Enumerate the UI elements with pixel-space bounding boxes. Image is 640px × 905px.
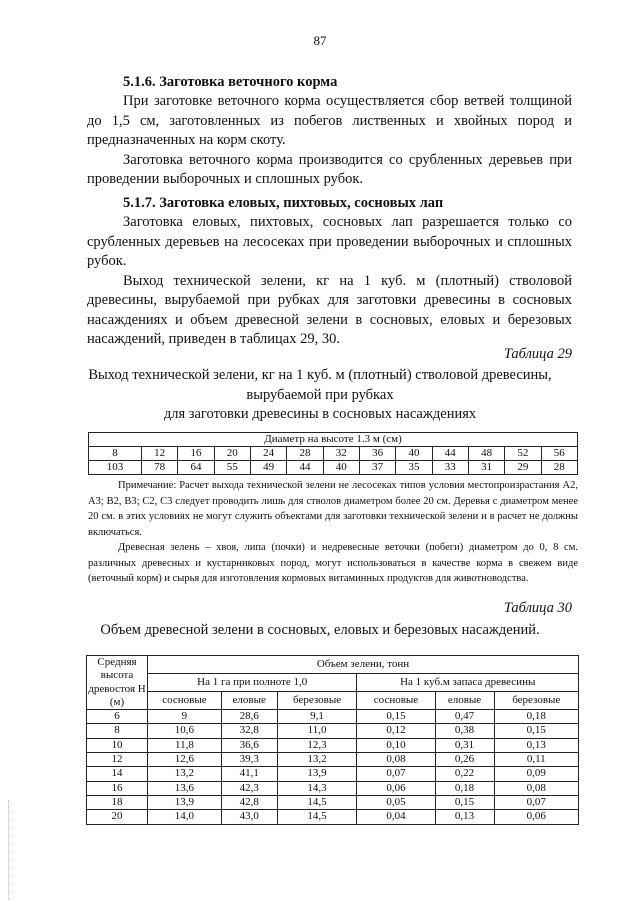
per-m3-header: На 1 куб.м запаса древесины: [357, 674, 579, 692]
volume-cell: 0,13: [494, 738, 578, 752]
volume-cell: 9,1: [277, 710, 357, 724]
volume-cell: 0,18: [435, 781, 494, 795]
table-row: [87, 767, 579, 781]
section-heading: 5.1.7. Заготовка еловых, пихтовых, сосновых лап: [123, 195, 444, 211]
species-header: сосновые: [357, 692, 435, 710]
volume-cell: 42,3: [221, 781, 277, 795]
caption-line: Выход технической зелени, кг на 1 куб. м (плотный) стволовой древесины,: [88, 367, 552, 383]
volume-cell: 32,8: [221, 724, 277, 738]
value-cell: 35: [396, 461, 432, 475]
diameter-cell: 16: [178, 447, 214, 461]
species-header-row: [87, 692, 579, 710]
volume-cell: 0,13: [435, 810, 494, 824]
height-cell: 20: [87, 810, 148, 824]
volume-cell: 41,1: [221, 767, 277, 781]
diameter-cell: 12: [141, 447, 177, 461]
volume-cell: 0,04: [357, 810, 435, 824]
caption-line: для заготовки древесины в сосновых насаждениях: [163, 406, 477, 422]
section-5-1-7: [87, 193, 572, 350]
volume-cell: 0,05: [357, 795, 435, 809]
page-number: 87: [313, 33, 327, 48]
value-cell: 33: [432, 461, 468, 475]
paragraph: Заготовка веточного корма производится со срубленных деревьев при проведении выборочных и сплошных рубок.: [87, 151, 572, 187]
table-row: [87, 781, 579, 795]
diameter-cell: 44: [432, 447, 468, 461]
value-cell: 44: [287, 461, 323, 475]
volume-cell: 0,18: [494, 710, 578, 724]
table-29: [88, 432, 578, 475]
height-header: Средняя высота древостоя Н (м): [88, 656, 146, 708]
volume-cell: 0,11: [494, 753, 578, 767]
volume-cell: 0,09: [494, 767, 578, 781]
height-cell: 18: [87, 795, 148, 809]
volume-cell: 0,26: [435, 753, 494, 767]
volume-header: Объем зелени, тонн: [148, 656, 579, 674]
species-header: березовые: [494, 692, 578, 710]
height-cell: 16: [87, 781, 148, 795]
volume-cell: 0,15: [494, 724, 578, 738]
diameter-cell: 36: [359, 447, 395, 461]
species-header: еловые: [221, 692, 277, 710]
table-header: Диаметр на высоте 1.3 м (см): [89, 433, 578, 447]
height-cell: 10: [87, 738, 148, 752]
table-30-caption: Объем древесной зелени в сосновых, еловых и березовых насаждений.: [100, 622, 540, 638]
volume-cell: 13,6: [148, 781, 222, 795]
diameter-cell: 8: [89, 447, 142, 461]
value-cell: 28: [541, 461, 577, 475]
species-header: березовые: [277, 692, 357, 710]
value-row: [89, 461, 578, 475]
volume-cell: 0,15: [435, 795, 494, 809]
species-header: еловые: [435, 692, 494, 710]
diameter-cell: 24: [250, 447, 286, 461]
value-cell: 64: [178, 461, 214, 475]
note-paragraph: Примечание: Расчет выхода технической зелени не лесосеках типов условия местопроизрастания А2, А3; В2, В3; С2, С3 следует проводить лишь для стволов диаметром более 20 см. Деревья с диаметром менее 20 см. в этих условиях не могут служить объектами для заготовки технической зелени и в расчет не должны включаться.: [88, 480, 578, 538]
value-cell: 37: [359, 461, 395, 475]
diameter-cell: 48: [468, 447, 504, 461]
table-row: [87, 795, 579, 809]
value-cell: 40: [323, 461, 359, 475]
volume-cell: 42,8: [221, 795, 277, 809]
volume-cell: 0,15: [357, 710, 435, 724]
height-cell: 6: [87, 710, 148, 724]
volume-cell: 0,07: [494, 795, 578, 809]
volume-cell: 0,08: [494, 781, 578, 795]
table-row: [87, 738, 579, 752]
volume-cell: 10,6: [148, 724, 222, 738]
volume-cell: 13,2: [148, 767, 222, 781]
volume-cell: 13,9: [148, 795, 222, 809]
volume-cell: 0,08: [357, 753, 435, 767]
table-row: [87, 710, 579, 724]
section-heading: 5.1.6. Заготовка веточного корма: [123, 74, 338, 90]
volume-cell: 39,3: [221, 753, 277, 767]
paragraph: Заготовка еловых, пихтовых, сосновых лап разрешается только со срубленных деревьев на лесосеках при проведении выборочных и сплошных рубок.: [87, 214, 572, 269]
volume-cell: 0,06: [357, 781, 435, 795]
value-cell: 31: [468, 461, 504, 475]
table-30: [86, 655, 579, 825]
caption-line: вырубаемой при рубках: [246, 386, 394, 403]
volume-cell: 36,6: [221, 738, 277, 752]
table-29-label: Таблица 29: [503, 346, 572, 362]
volume-cell: 0,06: [494, 810, 578, 824]
value-cell: 78: [141, 461, 177, 475]
value-cell: 55: [214, 461, 250, 475]
section-5-1-6: [87, 72, 572, 190]
volume-cell: 14,3: [277, 781, 357, 795]
volume-cell: 14,0: [148, 810, 222, 824]
diameter-cell: 32: [323, 447, 359, 461]
volume-cell: 0,31: [435, 738, 494, 752]
table-29-notes: [88, 478, 578, 587]
paragraph: Выход технической зелени, кг на 1 куб. м (плотный) стволовой древесины, вырубаемой при рубках для заготовки древесины в сосновых насаждениях и объем древесной зелени в сосновых, еловых и березовых насаждений, приведен в таблицах 29, 30.: [87, 272, 572, 347]
diameter-cell: 52: [505, 447, 541, 461]
paragraph: При заготовке веточного корма осуществляется сбор ветвей толщиной до 1,5 см, заготовленных из побегов лиственных и хвойных пород и предназначенных на корм скоту.: [87, 93, 572, 148]
volume-cell: 0,10: [357, 738, 435, 752]
volume-cell: 43,0: [221, 810, 277, 824]
table-29-caption: [60, 366, 580, 425]
diameter-cell: 56: [541, 447, 577, 461]
species-header: сосновые: [148, 692, 222, 710]
diameter-row: [89, 447, 578, 461]
table-row: [87, 753, 579, 767]
height-cell: 14: [87, 767, 148, 781]
volume-cell: 11,0: [277, 724, 357, 738]
volume-cell: 14,5: [277, 810, 357, 824]
volume-cell: 0,12: [357, 724, 435, 738]
diameter-cell: 20: [214, 447, 250, 461]
table-body: [87, 710, 579, 824]
volume-cell: 12,6: [148, 753, 222, 767]
note-paragraph: Древесная зелень – хвоя, липа (почки) и недревесные веточки (побеги) диаметром до 0, 8 см. различных древесных и кустарниковых пород, могут использоваться в качестве корма в свежем виде (веточный корм) и сырья для изготовления кормовых витаминных продуктов для животноводства.: [88, 542, 578, 584]
volume-cell: 14,5: [277, 795, 357, 809]
volume-cell: 0,07: [357, 767, 435, 781]
volume-cell: 0,38: [435, 724, 494, 738]
value-cell: 29: [505, 461, 541, 475]
table-row: [87, 810, 579, 824]
diameter-cell: 28: [287, 447, 323, 461]
table-30-label: Таблица 30: [503, 600, 572, 616]
volume-cell: 13,2: [277, 753, 357, 767]
volume-cell: 12,3: [277, 738, 357, 752]
margin-dots: [8, 800, 11, 900]
per-ha-header: На 1 га при полноте 1,0: [148, 674, 357, 692]
volume-cell: 11,8: [148, 738, 222, 752]
volume-cell: 0,22: [435, 767, 494, 781]
height-cell: 12: [87, 753, 148, 767]
diameter-cell: 40: [396, 447, 432, 461]
value-cell: 103: [89, 461, 142, 475]
volume-cell: 28,6: [221, 710, 277, 724]
volume-cell: 9: [148, 710, 222, 724]
height-cell: 8: [87, 724, 148, 738]
volume-cell: 0,47: [435, 710, 494, 724]
table-row: [87, 724, 579, 738]
value-cell: 49: [250, 461, 286, 475]
volume-cell: 13,9: [277, 767, 357, 781]
